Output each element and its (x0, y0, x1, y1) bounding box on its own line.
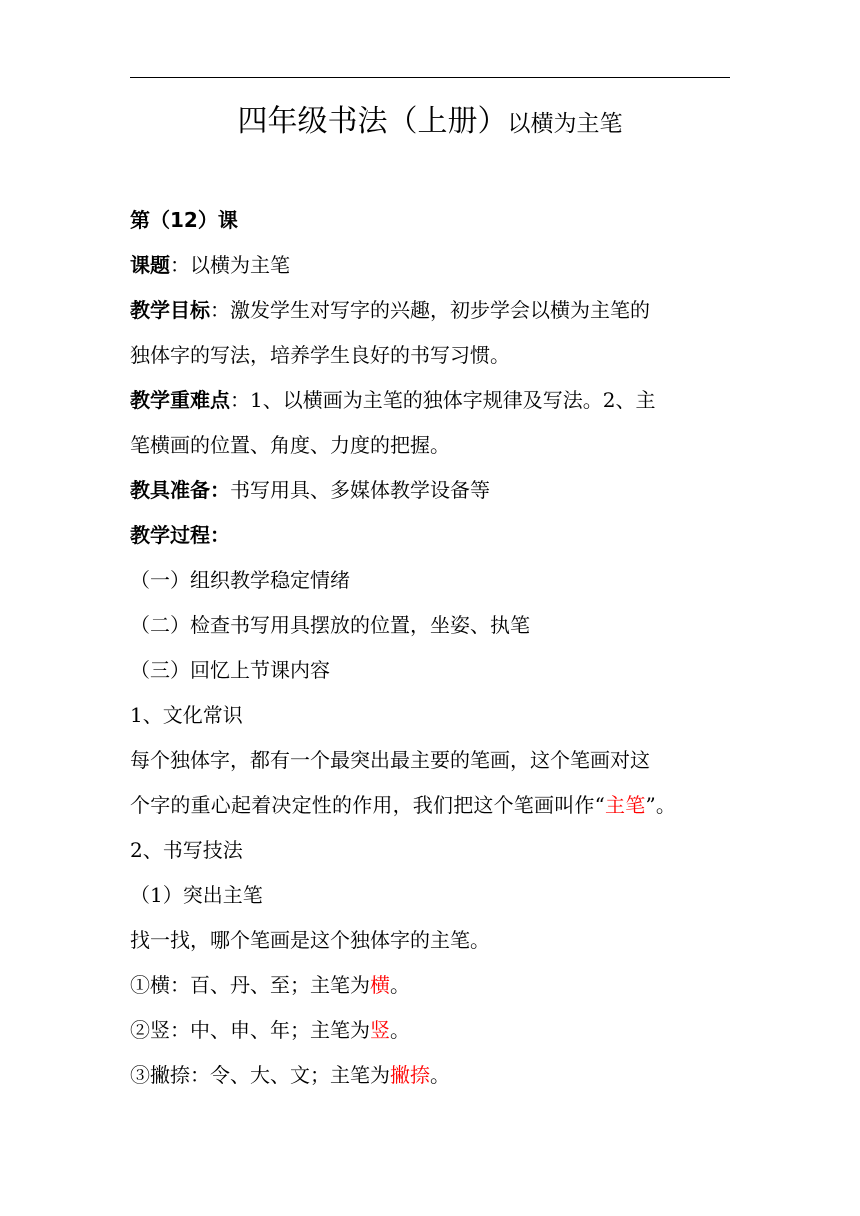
goal-line-2 (130, 333, 740, 378)
tools-line (130, 468, 740, 513)
stroke-item-1-post: 。 (390, 973, 410, 997)
goal-label: 教学目标 (130, 298, 210, 322)
stroke-item-3-pre: ③撇捺：令、大、文；主笔为 (130, 1063, 390, 1087)
culture-highlight: 主笔 (605, 793, 646, 817)
tools-value: 书写用具、多媒体教学设备等 (230, 478, 490, 502)
difficulty-line-2 (130, 423, 740, 468)
process-step-1-text: （一）组织教学稳定情绪 (130, 568, 350, 592)
topic-sep: ： (170, 253, 190, 277)
stroke-item-3-post: 。 (430, 1063, 450, 1087)
title-sub: 以横为主笔 (507, 111, 623, 137)
technique-prompt-text: 找一找，哪个笔画是这个独体字的主笔。 (130, 928, 490, 952)
topic-value: 以横为主笔 (190, 253, 290, 277)
stroke-item-2 (130, 1008, 740, 1053)
difficulty-text-1: 1、以横画为主笔的独体字规律及写法。2、主 (250, 388, 656, 412)
process-heading-line (130, 513, 740, 558)
stroke-item-1-pre: ①横：百、丹、至；主笔为 (130, 973, 370, 997)
stroke-item-3 (130, 1053, 740, 1098)
culture-heading-text: 1、文化常识 (130, 703, 243, 727)
process-step-3 (130, 648, 740, 693)
goal-sep: ： (210, 298, 230, 322)
culture-para-2-pre: 个字的重心起着决定性的作用，我们把这个笔画叫作“ (130, 793, 606, 817)
technique-heading (130, 828, 740, 873)
stroke-item-2-post: 。 (390, 1018, 410, 1042)
process-step-1 (130, 558, 740, 603)
process-step-3-text: （三）回忆上节课内容 (130, 658, 330, 682)
difficulty-text-2: 笔横画的位置、角度、力度的把握。 (130, 433, 450, 457)
culture-para-1 (130, 738, 740, 783)
stroke-item-2-highlight: 竖 (370, 1018, 390, 1042)
difficulty-label: 教学重难点 (130, 388, 230, 412)
process-step-2-text: （二）检查书写用具摆放的位置，坐姿、执笔 (130, 613, 530, 637)
header-rule (130, 77, 730, 78)
technique-subheading-text: （1）突出主笔 (130, 883, 263, 907)
lesson-number: 第（12）课 (130, 208, 238, 232)
document-body (130, 198, 740, 1098)
topic-line (130, 243, 740, 288)
process-step-2 (130, 603, 740, 648)
technique-subheading (130, 873, 740, 918)
culture-para-1-text: 每个独体字，都有一个最突出最主要的笔画，这个笔画对这 (130, 748, 650, 772)
goal-text-2: 独体字的写法，培养学生良好的书写习惯。 (130, 343, 510, 367)
lesson-number-line (130, 198, 740, 243)
title-main: 四年级书法（上册） (237, 104, 508, 139)
tools-label: 教具准备： (130, 478, 230, 502)
stroke-item-2-pre: ②竖：中、申、年；主笔为 (130, 1018, 370, 1042)
culture-heading (130, 693, 740, 738)
technique-heading-text: 2、书写技法 (130, 838, 243, 862)
stroke-item-3-highlight: 撇捺 (390, 1063, 430, 1087)
technique-prompt (130, 918, 740, 963)
stroke-item-1-highlight: 横 (370, 973, 390, 997)
culture-para-2-post: ”。 (645, 793, 677, 817)
goal-line-1 (130, 288, 740, 333)
difficulty-sep: ： (230, 388, 250, 412)
process-label: 教学过程： (130, 523, 230, 547)
culture-para-2 (130, 783, 740, 828)
stroke-item-1 (130, 963, 740, 1008)
document-title (0, 104, 860, 140)
goal-text-1: 激发学生对写字的兴趣，初步学会以横为主笔的 (230, 298, 650, 322)
difficulty-line-1 (130, 378, 740, 423)
topic-label: 课题 (130, 253, 170, 277)
